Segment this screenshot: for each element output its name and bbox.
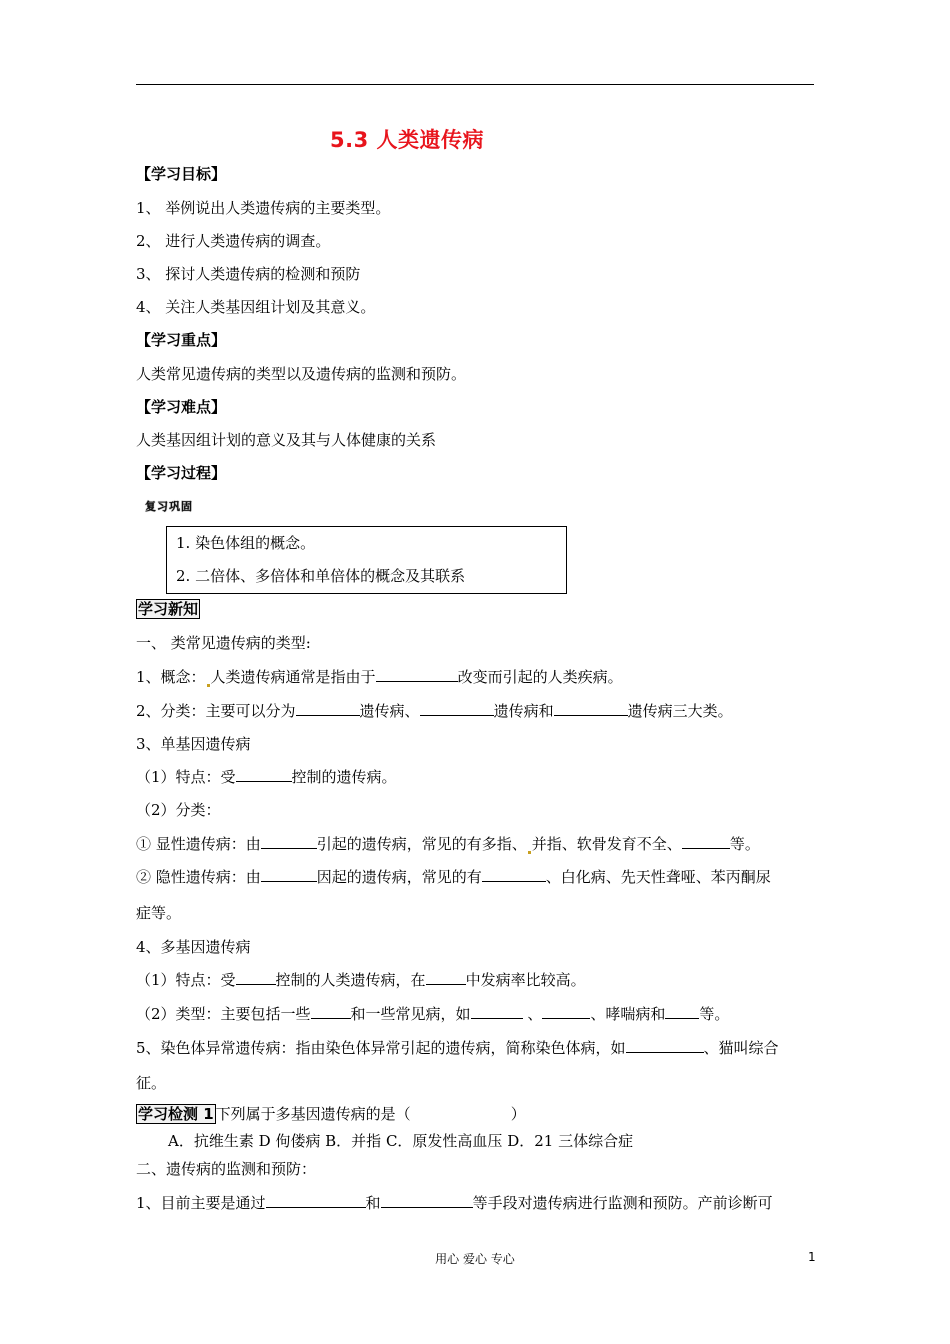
- goal-item: 2、 进行人类遗传病的调查。: [136, 232, 331, 250]
- multi-gene-type: （2）类型：主要包括一些 和一些常见病，如 、 、哮喘病和 等。: [136, 1005, 730, 1023]
- goals-heading: 【学习目标】: [136, 165, 227, 183]
- fill-blank: [261, 834, 317, 849]
- fill-blank: [261, 867, 317, 882]
- test-label: 学习检测 1: [138, 1105, 214, 1123]
- difficulty-heading: 【学习难点】: [136, 398, 227, 416]
- goal-item: 3、 探讨人类遗传病的检测和预防: [136, 265, 361, 283]
- recessive-line-end: 症等。: [136, 904, 182, 922]
- review-box: [166, 526, 567, 594]
- section2-heading: 二、遗传病的监测和预防：: [136, 1160, 317, 1178]
- section2-line: 1、目前主要是通过 和 等手段对遗传病进行监测和预防。产前诊断可: [136, 1194, 773, 1212]
- fill-blank: [381, 1193, 473, 1208]
- fill-blank: [420, 701, 494, 716]
- fill-blank: [236, 767, 292, 782]
- fill-blank: [554, 701, 628, 716]
- dominant-line: ① 显性遗传病：由 引起的遗传病，常见的有多指、 并指、软骨发育不全、 等。: [136, 835, 760, 853]
- single-gene-feature: （1）特点：受 控制的遗传病。: [136, 768, 397, 786]
- fill-blank: [682, 834, 730, 849]
- chromosome-line-end: 征。: [136, 1074, 167, 1092]
- fill-blank: [482, 867, 546, 882]
- mark-dot: [207, 684, 210, 687]
- goal-item: 4、 关注人类基因组计划及其意义。: [136, 298, 376, 316]
- fill-blank: [266, 1193, 366, 1208]
- multi-gene-feature: （1）特点：受 控制的人类遗传病，在 中发病率比较高。: [136, 971, 586, 989]
- chromosome-line: 5、染色体异常遗传病：指由染色体异常引起的遗传病，简称染色体病，如 、猫叫综合: [136, 1039, 779, 1057]
- page-number: 1: [808, 1250, 816, 1264]
- fill-blank: [236, 970, 276, 985]
- fill-blank: [311, 1004, 351, 1019]
- key-point-heading: 【学习重点】: [136, 331, 227, 349]
- mark-dot: [528, 851, 531, 854]
- concept-line: 1、概念： 人类遗传病通常是指由于 改变而引起的人类疾病。: [136, 668, 623, 686]
- review-item: 1. 染色体组的概念。: [176, 534, 316, 552]
- fill-blank: [426, 970, 466, 985]
- fill-blank: [296, 701, 360, 716]
- fill-blank: [376, 667, 458, 682]
- fill-blank: [542, 1004, 590, 1019]
- single-gene-class: （2）分类：: [136, 801, 221, 819]
- fill-blank: [626, 1038, 704, 1053]
- goal-item: 1、 举例说出人类遗传病的主要类型。: [136, 199, 391, 217]
- multi-gene-heading: 4、多基因遗传病: [136, 938, 251, 956]
- review-item: 2. 二倍体、多倍体和单倍体的概念及其联系: [176, 567, 466, 585]
- footer-text: 用心 爱心 专心: [435, 1252, 515, 1266]
- new-knowledge-row: [136, 599, 200, 619]
- fill-blank: [665, 1004, 699, 1019]
- header-rule: [136, 84, 814, 85]
- test-options: A．抗维生素 D 佝偻病 B．并指 C．原发性高血压 D．21 三体综合症: [168, 1132, 634, 1150]
- classification-line: 2、分类：主要可以分为 遗传病、 遗传病和 遗传病三大类。: [136, 702, 733, 720]
- recessive-line: ② 隐性遗传病：由 因起的遗传病，常见的有 、白化病、先天性聋哑、苯丙酮尿: [136, 868, 771, 886]
- new-knowledge-label: 学习新知: [138, 600, 199, 618]
- single-gene-heading: 3、单基因遗传病: [136, 735, 251, 753]
- test-question: 学习检测 1 下列属于多基因遗传病的是（ ）: [138, 1105, 526, 1123]
- difficulty-text: 人类基因组计划的意义及其与人体健康的关系: [136, 431, 437, 449]
- page-title: 5.3 人类遗传病: [330, 128, 485, 152]
- fill-blank: [471, 1004, 523, 1019]
- review-label: 复习巩固: [145, 500, 193, 513]
- section1-heading: 一、 类常见遗传病的类型:: [136, 634, 311, 652]
- process-heading: 【学习过程】: [136, 464, 227, 482]
- key-point-text: 人类常见遗传病的类型以及遗传病的监测和预防。: [136, 365, 467, 383]
